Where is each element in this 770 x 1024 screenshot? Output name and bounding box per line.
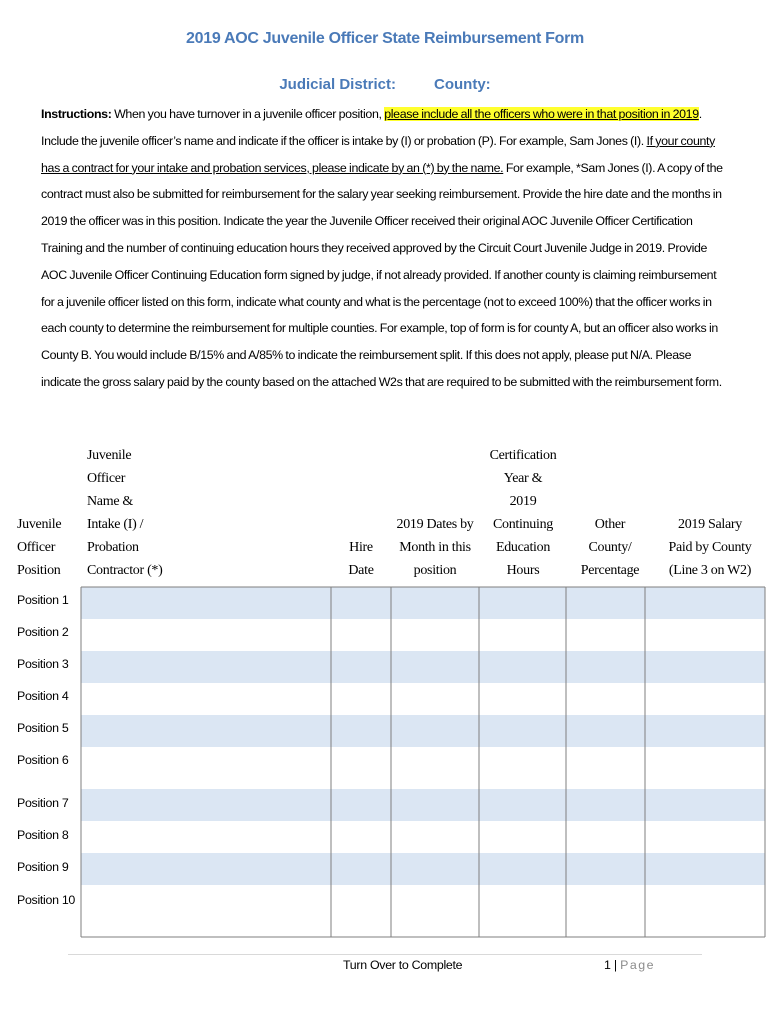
form-title: 2019 AOC Juvenile Officer State Reimbursement Form bbox=[186, 30, 584, 47]
row-label-position-3: Position 3 bbox=[17, 657, 69, 671]
header-dates-line: 2019 Dates by bbox=[396, 517, 474, 532]
header-position-line: Juvenile bbox=[17, 517, 62, 532]
header-salary-line: (Line 3 on W2) bbox=[668, 563, 752, 578]
footer-page-number bbox=[604, 958, 655, 972]
row-label-position-6: Position 6 bbox=[17, 753, 69, 767]
header-salary-line: 2019 Salary bbox=[678, 517, 742, 532]
footer-turn-over: Turn Over to Complete bbox=[343, 958, 463, 972]
county-label: County: bbox=[434, 76, 491, 93]
header-cert-line: 2019 bbox=[509, 494, 537, 509]
page-separator: | bbox=[613, 958, 618, 972]
header-cert-line: Certification bbox=[489, 448, 557, 463]
instructions-text-3: For example, *Sam Jones (I). A copy of the contract must also be submitted for reimbursement for the salary year seeking reimbursement. Provide the hire date and the months in 2019 the officer was in this position. Indicate the year the Juvenile Officer received their original AOC Juvenile Officer Certification Training and the number of continuing education hours they received approved by the Circuit Court Juvenile Judge in 2019. Provide AOC Juvenile Officer Continuing Education form signed by judge, if not already provided. If another county is claiming reimbursement for a juvenile officer listed on this form, indicate what county and what is the percentage (not to exceed 100%) that the officer works in each county to determine the reimbursement for multiple counties. For example, top of form is for county A, but an officer also works in County B. You would include B/15% and A/85% to indicate the reimbursement split. If this does not apply, please put N/A. Please indicate the gross salary paid by the county based on the attached W2s that are required to be submitted with the reimbursement form. bbox=[41, 160, 723, 389]
row-label-position-9: Position 9 bbox=[17, 860, 69, 874]
row-label-position-8: Position 8 bbox=[17, 828, 69, 842]
judicial-district-label: Judicial District: bbox=[279, 76, 397, 93]
header-name-line: Officer bbox=[87, 471, 126, 486]
header-salary-line: Paid by County bbox=[668, 540, 752, 555]
row-label-position-4: Position 4 bbox=[17, 689, 69, 703]
header-name-line: Intake (I) / bbox=[87, 517, 144, 532]
header-name-line: Name & bbox=[87, 494, 134, 509]
page-number: 1 bbox=[604, 958, 611, 972]
row-label-position-2: Position 2 bbox=[17, 625, 69, 639]
row-fill bbox=[81, 789, 765, 821]
header-position-line: Officer bbox=[17, 540, 56, 555]
header-name-line: Juvenile bbox=[87, 448, 132, 463]
footer-rule bbox=[68, 954, 702, 955]
header-other-line: Other bbox=[594, 517, 626, 532]
row-fill bbox=[81, 651, 765, 683]
row-fill bbox=[81, 587, 765, 619]
row-label-position-7: Position 7 bbox=[17, 796, 69, 810]
row-label-position-5: Position 5 bbox=[17, 721, 69, 735]
header-cert-line: Education bbox=[495, 540, 551, 555]
header-hire-line: Date bbox=[348, 563, 374, 578]
instructions-highlight: please include all the officers who were in that position in 2019 bbox=[384, 107, 699, 121]
row-label-position-1: Position 1 bbox=[17, 593, 69, 607]
instructions-label: Instructions: bbox=[41, 107, 112, 121]
header-dates-line: Month in this bbox=[399, 540, 471, 555]
header-position-line: Position bbox=[17, 563, 61, 578]
header-other-line: Percentage bbox=[580, 563, 640, 578]
row-fill bbox=[81, 853, 765, 885]
header-cert-line: Year & bbox=[503, 471, 543, 486]
header-cert-line: Hours bbox=[506, 563, 540, 578]
row-label-position-10: Position 10 bbox=[17, 893, 76, 907]
page-word: Page bbox=[620, 958, 656, 972]
header-cert-line: Continuing bbox=[492, 517, 553, 532]
instructions-text-2: . Include the juvenile officer’s name and indicate if the officer is intake by (I) or probation (P). For example, Sam Jones (I). bbox=[41, 107, 702, 148]
header-hire-line: Hire bbox=[349, 540, 373, 555]
header-name-line: Probation bbox=[87, 540, 139, 555]
header-dates-line: position bbox=[413, 563, 457, 578]
instructions-text-1: When you have turnover in a juvenile officer position, bbox=[111, 107, 385, 121]
header-other-line: County/ bbox=[588, 540, 632, 555]
row-fill bbox=[81, 715, 765, 747]
header-name-line: Contractor (*) bbox=[87, 563, 163, 578]
instructions-contract-note: If your county has a contract for your intake and probation services, please indicate by an (*) by the name. bbox=[41, 133, 715, 175]
